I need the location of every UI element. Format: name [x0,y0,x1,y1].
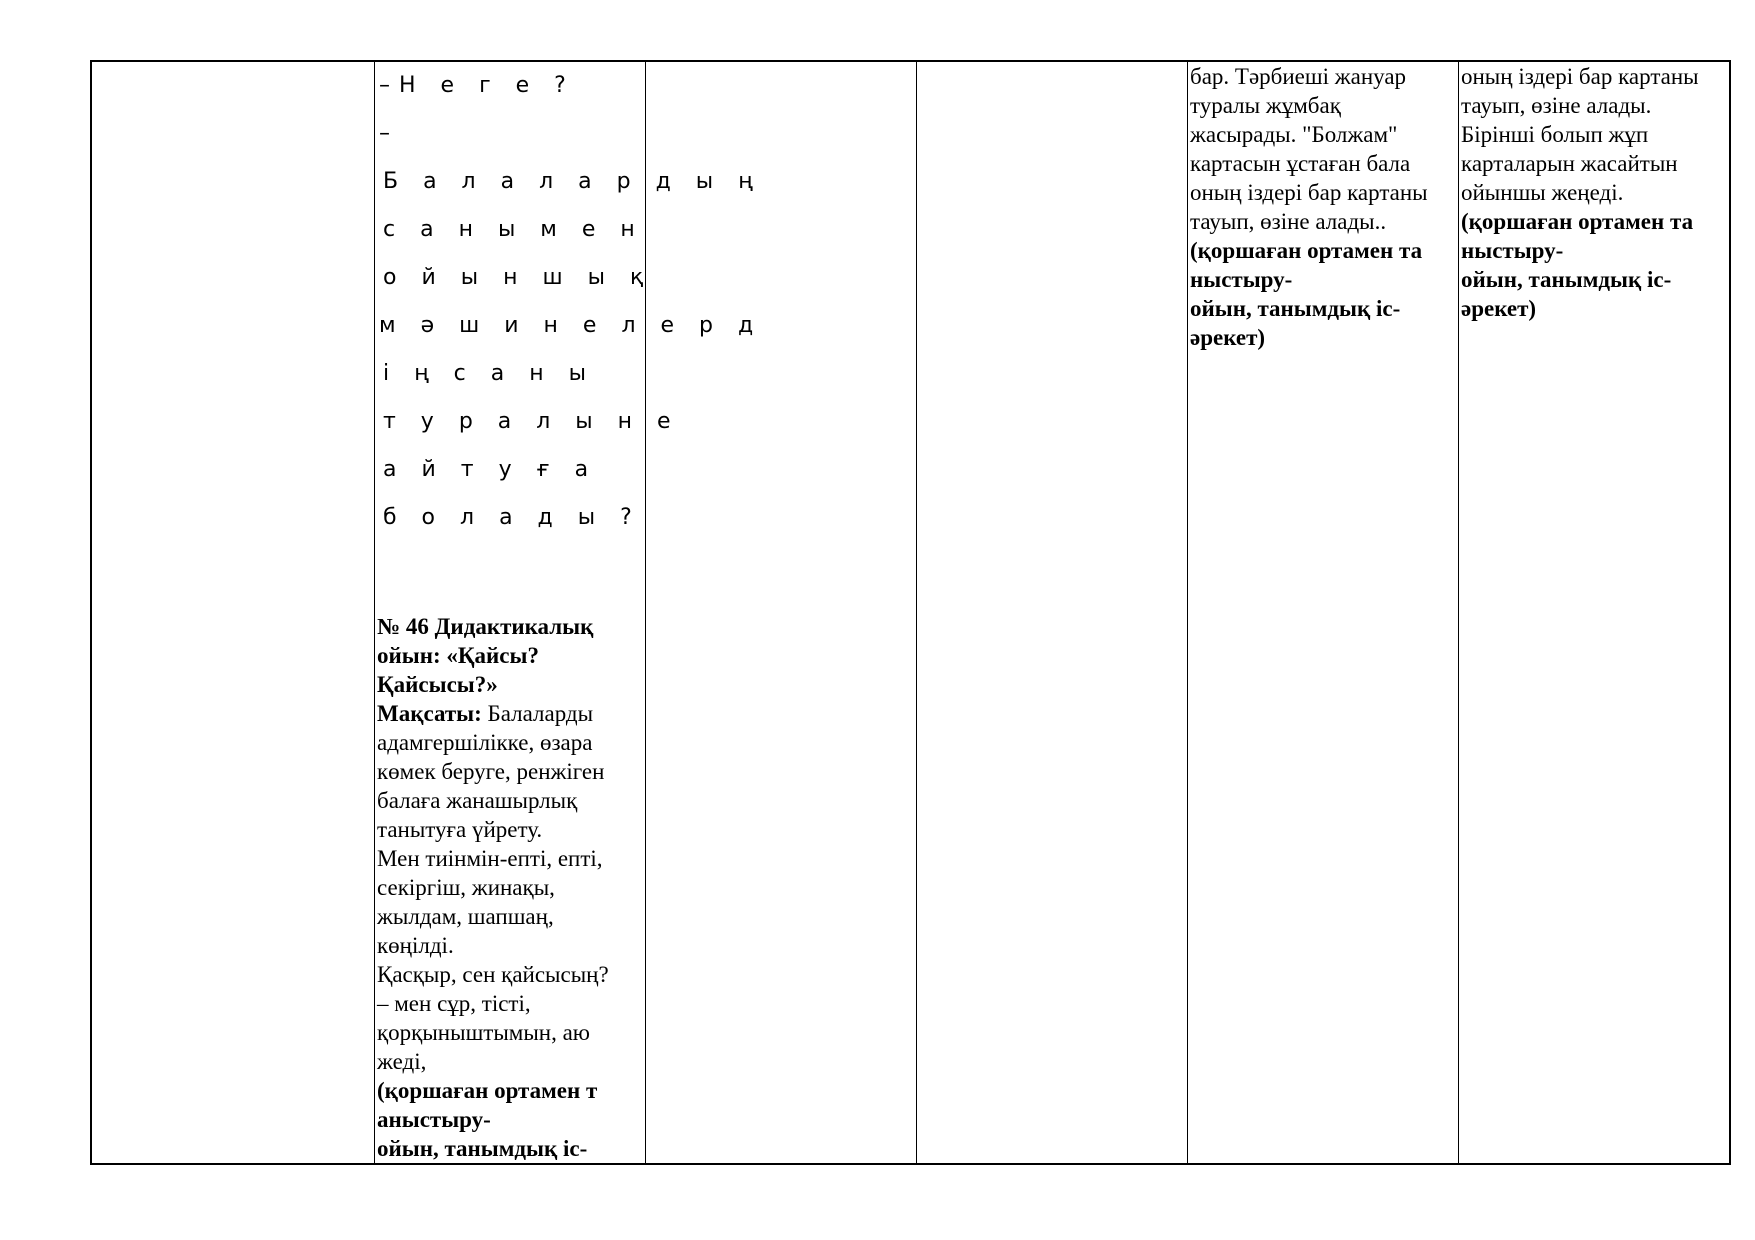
text-line: тауып, өзіне алады. [1461,93,1652,118]
spaced-line: б о л а д ы ? [383,505,641,530]
bold-tail-line: аныстыру- [377,1107,491,1132]
text-line: туралы жұмбақ [1190,93,1341,118]
goal-text: Балаларды [481,701,594,726]
body-line: көмек беруге, ренжіген [377,759,605,784]
table-cell-2 [646,61,917,1164]
body-line: секіргіш, жинақы, [377,875,555,900]
text-line: Бірінші болып жұп [1461,122,1649,147]
spaced-line: с а н ы м е н [383,217,644,242]
body-line: жеді, [377,1049,427,1074]
bold-line: әрекет) [1190,325,1266,350]
text-line: оның іздері бар картаны [1190,180,1428,205]
game-title-line: ойын: «Қайсы? [377,643,539,668]
bold-line: әрекет) [1461,296,1537,321]
body-line: балаға жанашырлық [377,788,578,813]
bold-line: (қоршаған ортамен та [1461,209,1694,234]
table-cell-5 [1459,61,1731,1164]
table-cell-0 [91,61,375,1164]
bold-line: ойын, танымдық іс- [1461,267,1672,292]
bold-line: (қоршаған ортамен та [1190,238,1423,263]
text-line: жасырады. "Болжам" [1190,122,1398,147]
body-line: Қасқыр, сен қайсысың? [377,962,609,987]
game-title-line: № 46 Дидактикалық [377,614,594,639]
text-line: оның іздері бар картаны [1461,64,1699,89]
spaced-line: а й т у ғ а [383,457,598,482]
table-cell-3 [917,61,1188,1164]
table-row [91,61,1730,1164]
game-title-line: Қайсысы?» [377,672,498,697]
text-line: тауып, өзіне алады.. [1190,209,1387,234]
spaced-line: т у р а л ы н е [383,409,680,434]
bold-line: ныстыру- [1461,238,1564,263]
spaced-line: о й ы н ш ы қ [383,265,653,290]
spaced-line: і ң с а н ы [383,361,595,386]
text-line: карталарын жасайтын [1461,151,1678,176]
bold-tail-line: ойын, танымдық іс- [377,1136,588,1161]
bold-tail-line: (қоршаған ортамен т [377,1078,598,1103]
body-line: қорқыныштымын, аю [377,1020,590,1045]
plan-table [90,60,1731,1165]
text-line: бар. Тәрбиеші жануар [1190,64,1407,89]
body-line: көңілді. [377,933,454,958]
bold-line: ойын, танымдық іс- [1190,296,1401,321]
body-line: Мен тиінмін-епті, епті, [377,846,603,871]
table-cell-4 [1188,61,1459,1164]
body-line: жылдам, шапшаң, [377,904,554,929]
body-line: – мен сұр, тісті, [377,991,531,1016]
table-cell-1 [375,61,763,1164]
spaced-line: Б а л а л а р д ы ң [383,169,762,194]
body-line: адамгершілікке, өзара [377,730,593,755]
text-line: ойыншы жеңеді. [1461,180,1624,205]
goal-line [377,699,643,728]
spaced-line: м ә ш и н е л е р д [379,313,763,338]
text-line: картасын ұстаған бала [1190,151,1411,176]
spaced-line: –Н е г е ? [379,73,575,98]
body-line: танытуға үйрету. [377,817,543,842]
spacer [377,542,643,612]
spaced-line: – [379,121,399,146]
goal-label: Мақсаты: [377,701,482,726]
bold-line: ныстыру- [1190,267,1293,292]
